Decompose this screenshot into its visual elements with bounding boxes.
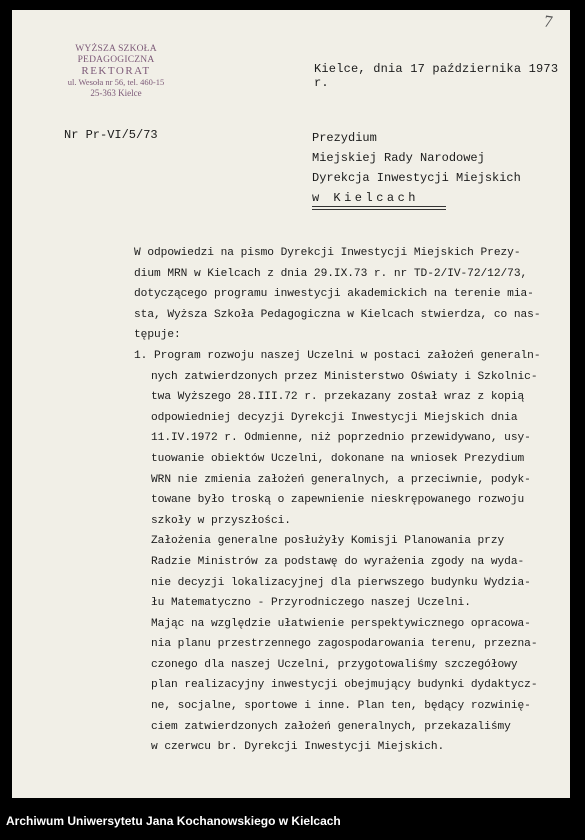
text-line: ciem zatwierdzonych założeń generalnych, przekazaliśmy xyxy=(151,720,511,733)
text-line: w czerwcu br. Dyrekcji Inwestycji Miejskich. xyxy=(151,741,445,754)
page-number: 7 xyxy=(542,11,554,32)
stamp-line-1: WYŻSZA SZKOŁA PEDAGOGICZNA xyxy=(75,44,157,65)
text-line: nie decyzji lokalizacyjnej dla pierwszego budynku Wydzia- xyxy=(151,576,531,589)
text-line: WRN nie zmienia założeń generalnych, a przeciwnie, podyk- xyxy=(151,473,531,486)
recipient-line-3: Dyrekcja Inwestycji Miejskich xyxy=(312,171,521,185)
item-1-paragraph xyxy=(134,346,554,531)
text-line: ne, socjalne, sportowe i inne. Plan ten, będący rozwinię- xyxy=(151,700,531,713)
recipient-underline-second xyxy=(312,209,446,210)
letter-date: Kielce, dnia 17 października 1973 r. xyxy=(314,62,559,90)
recipient-line-1: Prezydium xyxy=(312,131,377,145)
text-line: sta, Wyższa Szkoła Pedagogiczna w Kielcach stwierdza, co nas- xyxy=(134,308,541,321)
recipient-line-2: Miejskiej Rady Narodowej xyxy=(312,151,485,165)
text-line: odpowiedniej decyzji Dyrekcji Inwestycji Miejskich dnia xyxy=(151,411,518,424)
text-line: 11.IV.1972 r. Odmienne, niż poprzednio przewidywano, usy- xyxy=(151,432,531,445)
text-line: dium MRN w Kielcach z dnia 29.IX.73 r. nr TD-2/IV-72/12/73, xyxy=(134,267,528,280)
text-line: Mając na względzie ułatwienie perspektywicznego opracowa- xyxy=(151,617,531,630)
text-line: szkoły w przyszłości. xyxy=(151,514,291,527)
text-line: W odpowiedzi na pismo Dyrekcji Inwestycji Miejskich Prezy- xyxy=(134,247,521,259)
text-line: Radzie Ministrów za podstawę do wyrażenia zgody na wyda- xyxy=(151,555,525,568)
recipient-block xyxy=(312,128,521,208)
archive-caption: Archiwum Uniwersytetu Jana Kochanowskiego w Kielcach xyxy=(6,814,341,828)
recipient-underline xyxy=(312,206,446,207)
document-page xyxy=(12,10,570,798)
text-line: tuowanie obiektów Uczelni, dokonane na wniosek Prezydium xyxy=(151,452,525,465)
text-line: twa Wyższego 28.III.72 r. przekazany został wraz z kopią xyxy=(151,391,525,404)
text-line: nych zatwierdzonych przez Ministerstwo Oświaty i Szkolnic- xyxy=(151,370,538,383)
recipient-line-4: w Kielcach xyxy=(312,191,420,205)
text-line: nia planu przestrzennego zagospodarowania terenu, przezna- xyxy=(151,638,538,651)
rectorate-stamp xyxy=(36,44,196,99)
text-line: czonego dla naszej Uczelni, przygotowaliśmy szczegółowy xyxy=(151,658,518,671)
stamp-line-3: ul. Wesoła nr 56, tel. 460-15 xyxy=(67,77,165,87)
text-line: plan realizacyjny inwestycji obejmujący budynki dydaktycz- xyxy=(151,679,538,692)
stamp-line-2: REKTORAT xyxy=(81,65,151,77)
text-line: 1. Program rozwoju naszej Uczelni w postaci założeń generaln- xyxy=(134,349,541,362)
text-line: towane było troską o zapewnienie nieskrępowanego rozwoju xyxy=(151,494,525,507)
reference-number: Nr Pr-VI/5/73 xyxy=(64,128,158,142)
paragraph-2 xyxy=(134,531,554,613)
letter-body xyxy=(134,243,554,758)
text-line: tępuje: xyxy=(134,329,181,342)
text-line: Założenia generalne posłużyły Komisji Planowania przy xyxy=(151,535,505,548)
stamp-line-4: 25-363 Kielce xyxy=(90,88,142,98)
paragraph-3 xyxy=(134,614,554,758)
text-line: dotyczącego programu inwestycji akademickich na terenie mia- xyxy=(134,288,534,301)
intro-paragraph xyxy=(134,243,554,346)
text-line: łu Matematyczno - Przyrodniczego naszej Uczelni. xyxy=(151,597,471,610)
